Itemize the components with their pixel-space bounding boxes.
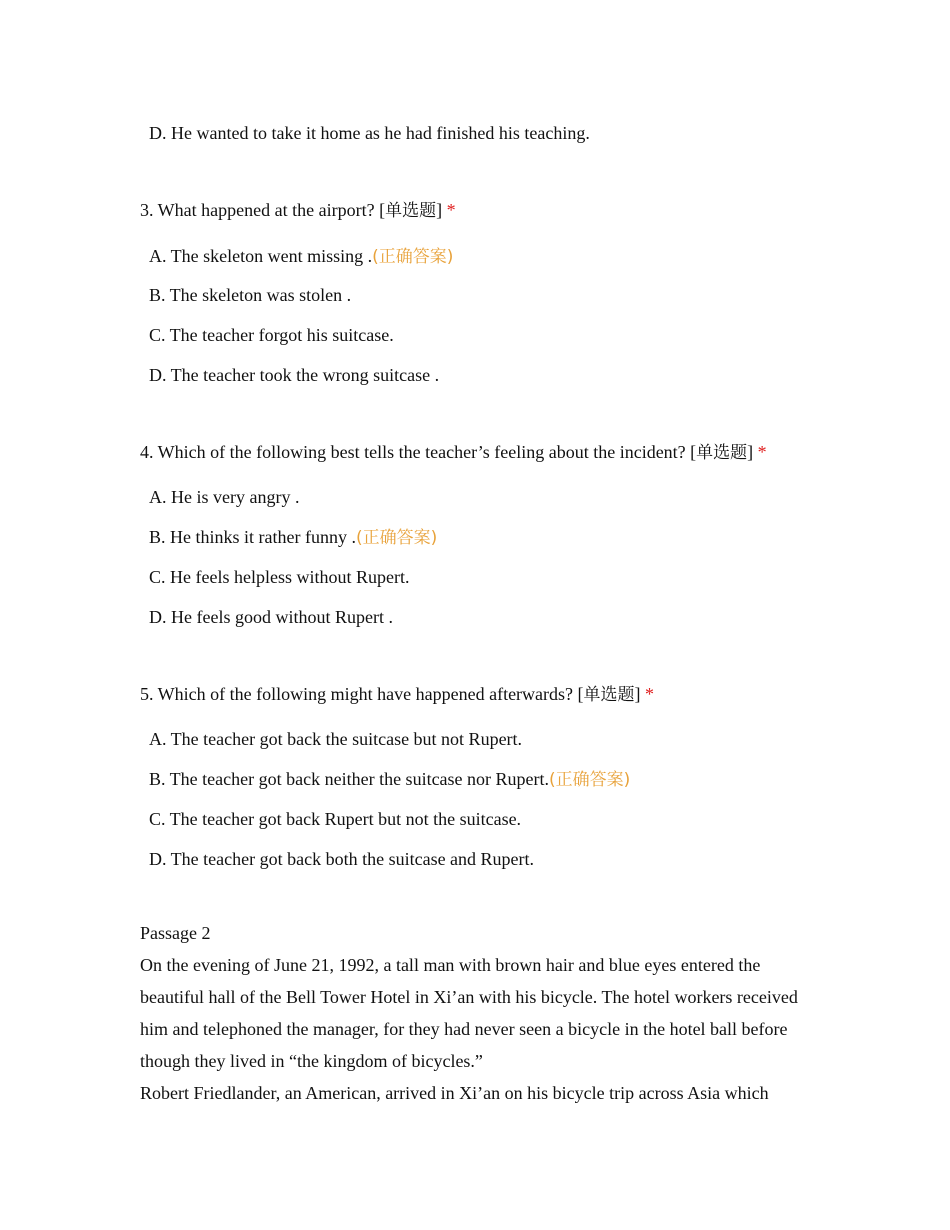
correct-answer-badge: (正确答案) [372, 247, 454, 267]
correct-answer-badge: (正确答案) [355, 528, 438, 548]
question-4-option-b [149, 526, 437, 549]
question-2-option-d [149, 122, 590, 144]
option-text: C. He feels helpless without Rupert. [149, 567, 410, 587]
passage-body [140, 949, 810, 1109]
question-5-option-a [149, 728, 522, 750]
option-text: A. The skeleton went missing . [149, 246, 373, 266]
option-text: D. He wanted to take it home as he had finished his teaching. [149, 123, 590, 143]
question-text: 5. Which of the following might have happened afterwards? [ [140, 684, 584, 704]
question-3-option-d [149, 364, 439, 386]
question-type: 单选题 [696, 443, 748, 463]
question-type-close: ] [634, 684, 641, 704]
question-3-option-a [149, 245, 453, 268]
required-marker: * [757, 442, 767, 462]
required-marker: * [645, 684, 655, 704]
question-5-option-c [149, 808, 521, 830]
question-type-close: ] [436, 200, 443, 220]
option-text: D. The teacher took the wrong suitcase . [149, 365, 440, 385]
required-marker: * [446, 200, 456, 220]
question-4-option-d [149, 606, 393, 628]
question-3-option-c [149, 324, 394, 346]
option-text: B. The skeleton was stolen . [149, 285, 352, 305]
option-text: A. The teacher got back the suitcase but not Rupert. [149, 729, 523, 749]
option-text: D. The teacher got back both the suitcase and Rupert. [149, 849, 535, 869]
question-3 [140, 199, 456, 222]
option-text: A. He is very angry . [149, 487, 300, 507]
question-4 [140, 441, 767, 464]
option-text: C. The teacher forgot his suitcase. [149, 325, 394, 345]
question-5-option-d [149, 848, 534, 870]
correct-answer-badge: (正确答案) [549, 770, 631, 790]
question-5 [140, 683, 654, 706]
question-text: 4. Which of the following best tells the teacher’s feeling about the incident? [ [140, 442, 697, 462]
passage-paragraph: Robert Friedlander, an American, arrived in Xi’an on his bicycle trip across Asia which [140, 1083, 769, 1103]
option-text: D. He feels good without Rupert . [149, 607, 393, 627]
question-type-close: ] [747, 442, 754, 462]
question-4-option-c [149, 566, 409, 588]
question-4-option-a [149, 486, 299, 508]
question-type: 单选题 [583, 685, 635, 705]
question-5-option-b [149, 768, 630, 791]
question-3-option-b [149, 284, 351, 306]
option-text: B. The teacher got back neither the suitcase nor Rupert. [149, 769, 550, 789]
question-type: 单选题 [385, 201, 437, 221]
option-text: C. The teacher got back Rupert but not the suitcase. [149, 809, 522, 829]
passage-title: Passage 2 [140, 923, 211, 943]
option-text: B. He thinks it rather funny . [149, 527, 356, 547]
question-text: 3. What happened at the airport? [ [140, 200, 386, 220]
passage-paragraph: On the evening of June 21, 1992, a tall man with brown hair and blue eyes entered the beautiful hall of the Bell Tower Hotel in Xi’an with his bicycle. The hotel workers received him and telephoned the manager, for they had never seen a bicycle in the hotel ball before though they lived in “the kingdom of bicycles.” [140, 955, 798, 1071]
